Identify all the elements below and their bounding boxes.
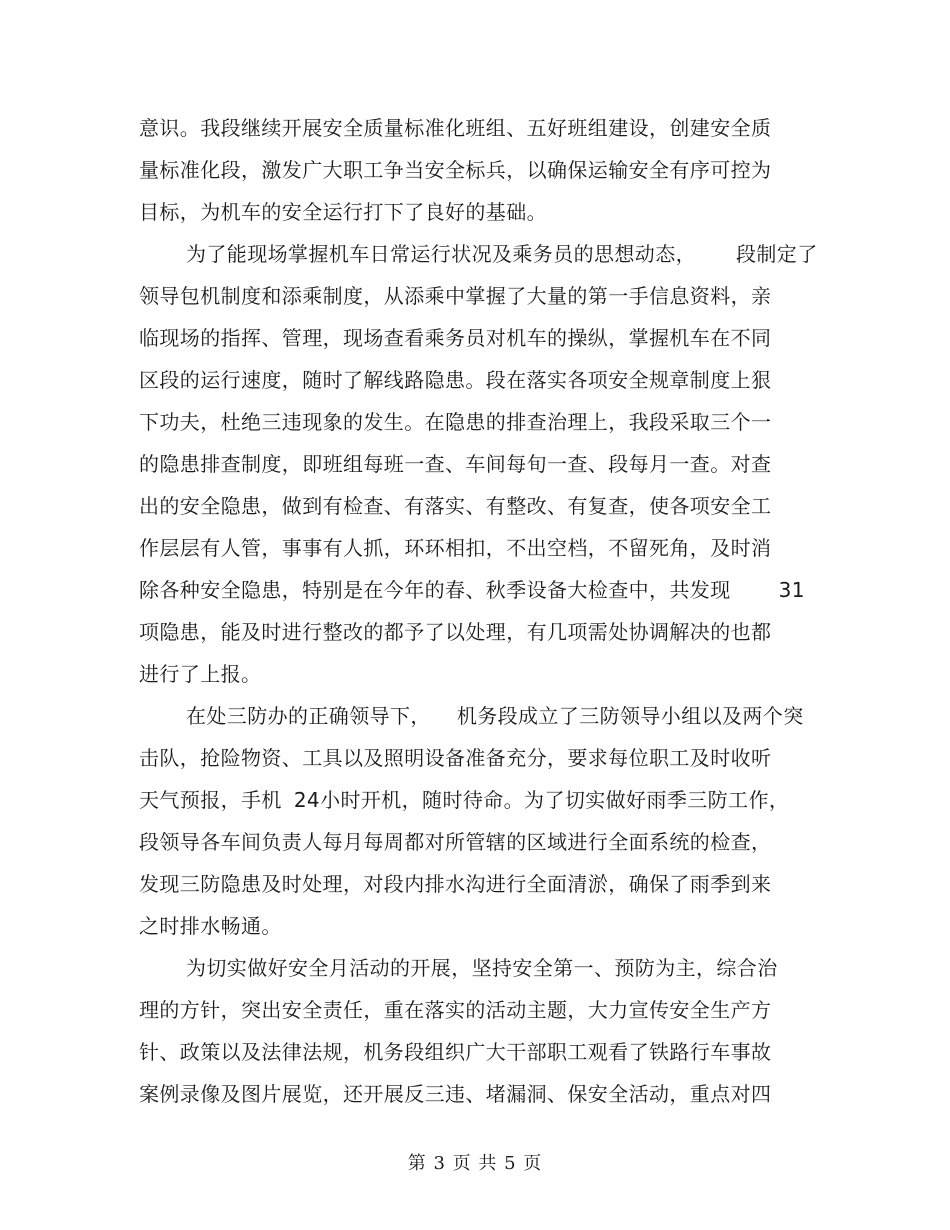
body-text-line — [186, 240, 866, 268]
body-text-line: 案例录像及图片展览，还开展反三违、堵漏洞、保安全活动，重点对四 — [139, 1082, 772, 1106]
body-text-line — [186, 702, 866, 730]
body-text-line: 区段的运行速度，随时了解线路隐患。段在落实各项安全规章制度上狠 — [139, 368, 772, 392]
body-text-line: 进行了上报。 — [139, 662, 262, 686]
body-text-fragment: 天气预报，手机 — [139, 788, 282, 812]
body-text-fragment: 机务段成立了三防领导小组以及两个突 — [456, 704, 804, 728]
number-value: 31 — [778, 578, 805, 602]
body-text-line: 临现场的指挥、管理，现场查看乘务员对机车的操纵，掌握机车在不同 — [139, 326, 772, 350]
body-text-line: 理的方针，突出安全责任，重在落实的活动主题，大力宣传安全生产方 — [139, 998, 772, 1022]
body-text-fragment: 为了能现场掌握机车日常运行状况及乘务员的思想动态， — [186, 242, 696, 266]
body-text-line: 段领导各车间负责人每月每周都对所管辖的区域进行全面系统的检查， — [139, 830, 772, 854]
body-text-line — [139, 576, 819, 604]
body-text-line: 意识。我段继续开展安全质量标准化班组、五好班组建设，创建安全质 — [139, 116, 772, 140]
body-text-line: 击队，抢险物资、工具以及照明设备准备充分，要求每位职工及时收听 — [139, 746, 772, 770]
body-text-line: 的隐患排查制度，即班组每班一查、车间每旬一查、段每月一查。对查 — [139, 452, 772, 476]
number-value: 24 — [293, 788, 321, 812]
body-text-line: 量标准化段，激发广大职工争当安全标兵，以确保运输安全有序可控为 — [139, 158, 772, 182]
body-text-fragment: 小时开机，随时待命。为了切实做好雨季三防工作， — [320, 788, 790, 812]
body-text-line: 针、政策以及法律法规，机务段组织广大干部职工观看了铁路行车事故 — [139, 1040, 772, 1064]
body-text-fragment: 段制定了 — [736, 242, 818, 266]
body-text-fragment: 除各种安全隐患，特别是在今年的春、秋季设备大检查中，共发现 — [139, 578, 731, 602]
body-text-line — [139, 786, 819, 814]
body-text-line: 领导包机制度和添乘制度，从添乘中掌握了大量的第一手信息资料，亲 — [139, 284, 772, 308]
body-text-fragment: 在处三防办的正确领导下， — [186, 704, 431, 728]
body-text-line: 为切实做好安全月活动的开展，坚持安全第一、预防为主，综合治 — [186, 956, 778, 980]
body-text-line: 作层层有人管，事事有人抓，环环相扣，不出空档，不留死角，及时消 — [139, 536, 772, 560]
body-text-line: 发现三防隐患及时处理，对段内排水沟进行全面清淤，确保了雨季到来 — [139, 872, 772, 896]
body-text-line: 项隐患，能及时进行整改的都予了以处理，有几项需处协调解决的也都 — [139, 620, 772, 644]
body-text-line: 目标，为机车的安全运行打下了良好的基础。 — [139, 200, 547, 224]
body-text-line: 下功夫，杜绝三违现象的发生。在隐患的排查治理上，我段采取三个一 — [139, 410, 772, 434]
body-text-line: 之时排水畅通。 — [139, 914, 282, 938]
page-number-footer: 第 3 页 共 5 页 — [407, 1153, 543, 1174]
body-text-line: 出的安全隐患，做到有检查、有落实、有整改、有复查，使各项安全工 — [139, 494, 772, 518]
